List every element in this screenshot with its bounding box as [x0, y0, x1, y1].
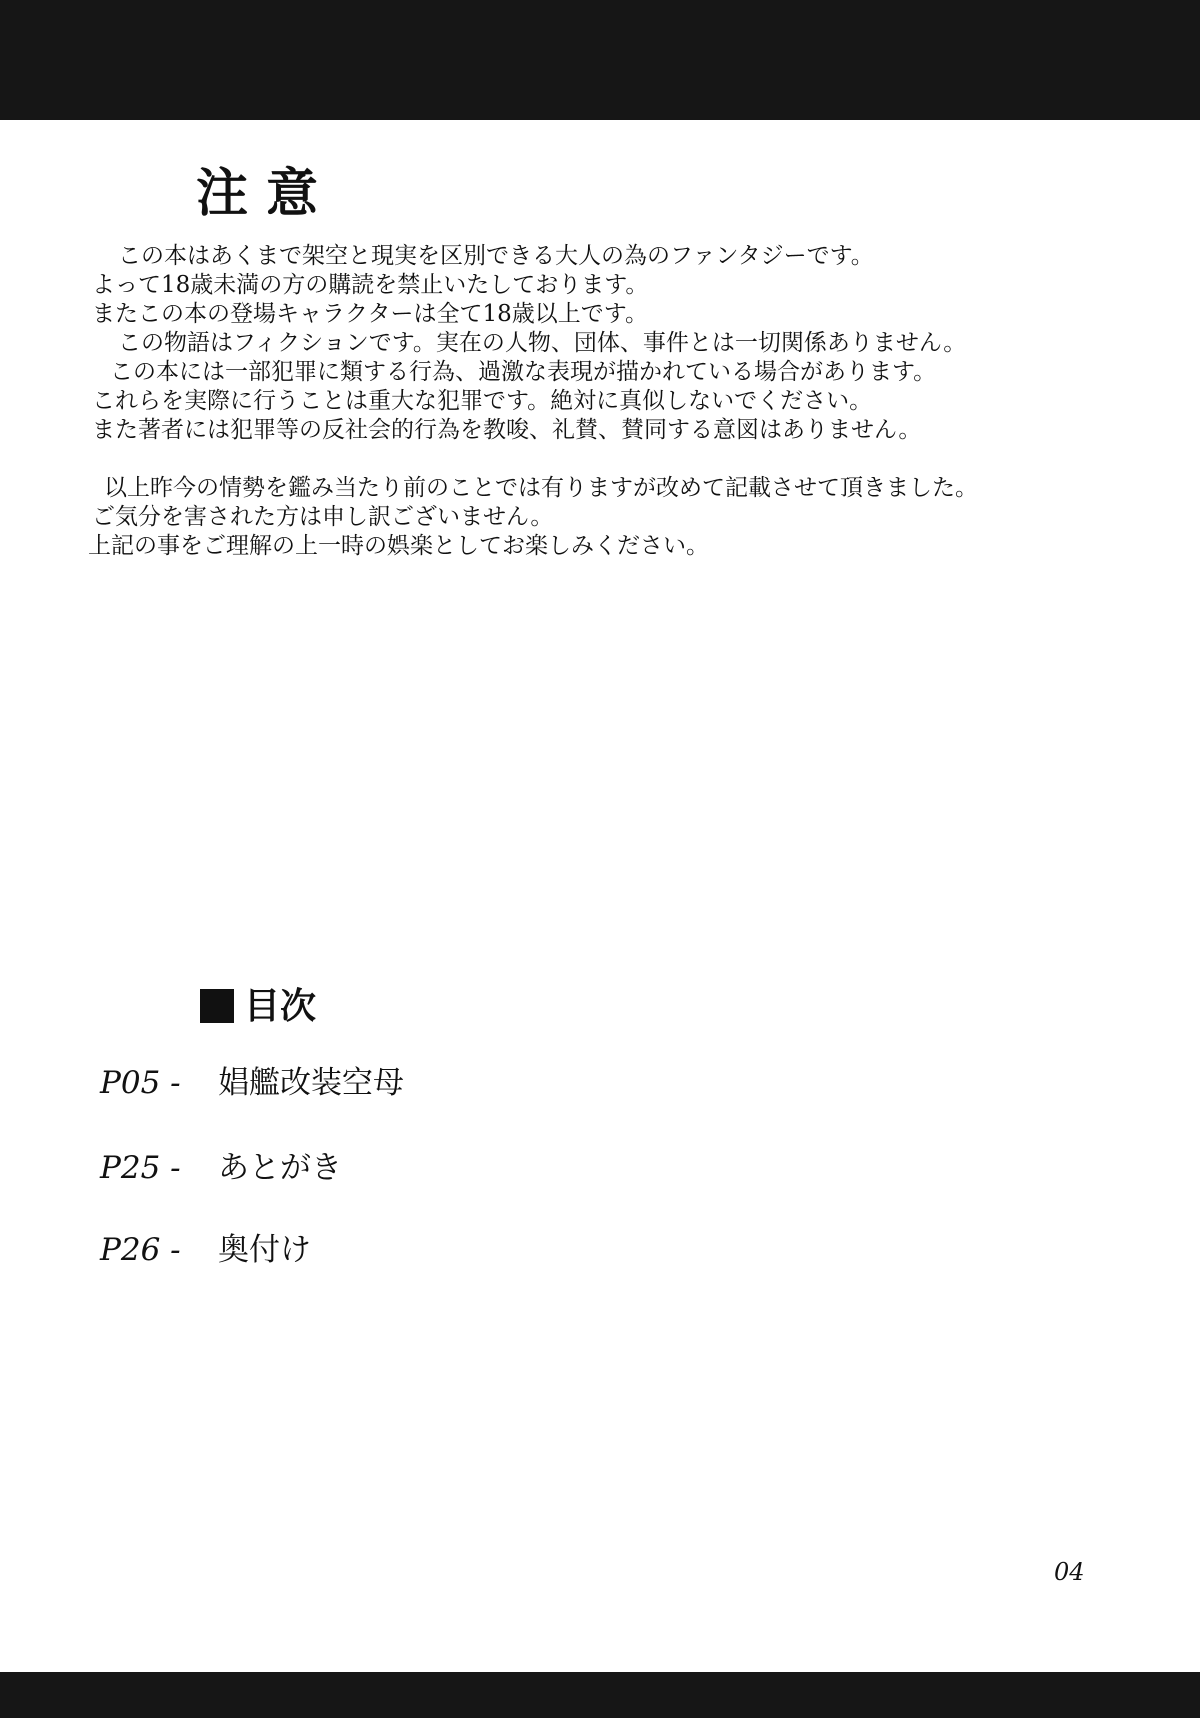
- notice-line: 上記の事をご理解の上一時の娯楽としてお楽しみください。: [88, 533, 709, 559]
- page-number: 04: [1054, 1558, 1085, 1586]
- notice-line: 以上昨今の情勢を鑑み当たり前のことでは有りますが改めて記載させて頂きました。: [104, 475, 978, 501]
- notice-line: よって18歳未満の方の購読を禁止いたしております。: [92, 272, 649, 298]
- notice-body: [0, 242, 1200, 561]
- toc-heading: [200, 985, 317, 1027]
- notice-line: またこの本の登場キャラクターは全て18歳以上です。: [92, 301, 648, 327]
- notice-line: これらを実際に行うことは重大な犯罪です。絶対に真似しないでください。: [92, 388, 873, 414]
- toc-entry-title: 奥付け: [218, 1232, 311, 1268]
- top-border: [0, 0, 1200, 120]
- toc-entry-page: P26 -: [100, 1232, 181, 1268]
- notice-line: ご気分を害された方は申し訳ございません。: [92, 504, 554, 530]
- square-bullet-icon: [200, 989, 234, 1023]
- toc-heading-label: 目次: [244, 985, 317, 1027]
- notice-line: この本はあくまで架空と現実を区別できる大人の為のファンタジーです。: [118, 243, 874, 269]
- notice-line: この物語はフィクションです。実在の人物、団体、事件とは一切関係ありません。: [118, 330, 967, 356]
- notice-line: また著者には犯罪等の反社会的行為を教唆、礼賛、賛同する意図はありません。: [92, 417, 922, 443]
- toc-entry-page: P05 -: [100, 1065, 181, 1101]
- bottom-border: [0, 1672, 1200, 1718]
- toc-entry-title: 娼艦改装空母: [218, 1065, 404, 1101]
- toc-entry-title: あとがき: [218, 1150, 342, 1186]
- toc-entry-page: P25 -: [100, 1150, 181, 1186]
- notice-title: 注意: [196, 163, 337, 224]
- notice-line: この本には一部犯罪に類する行為、過激な表現が描かれている場合があります。: [110, 359, 937, 385]
